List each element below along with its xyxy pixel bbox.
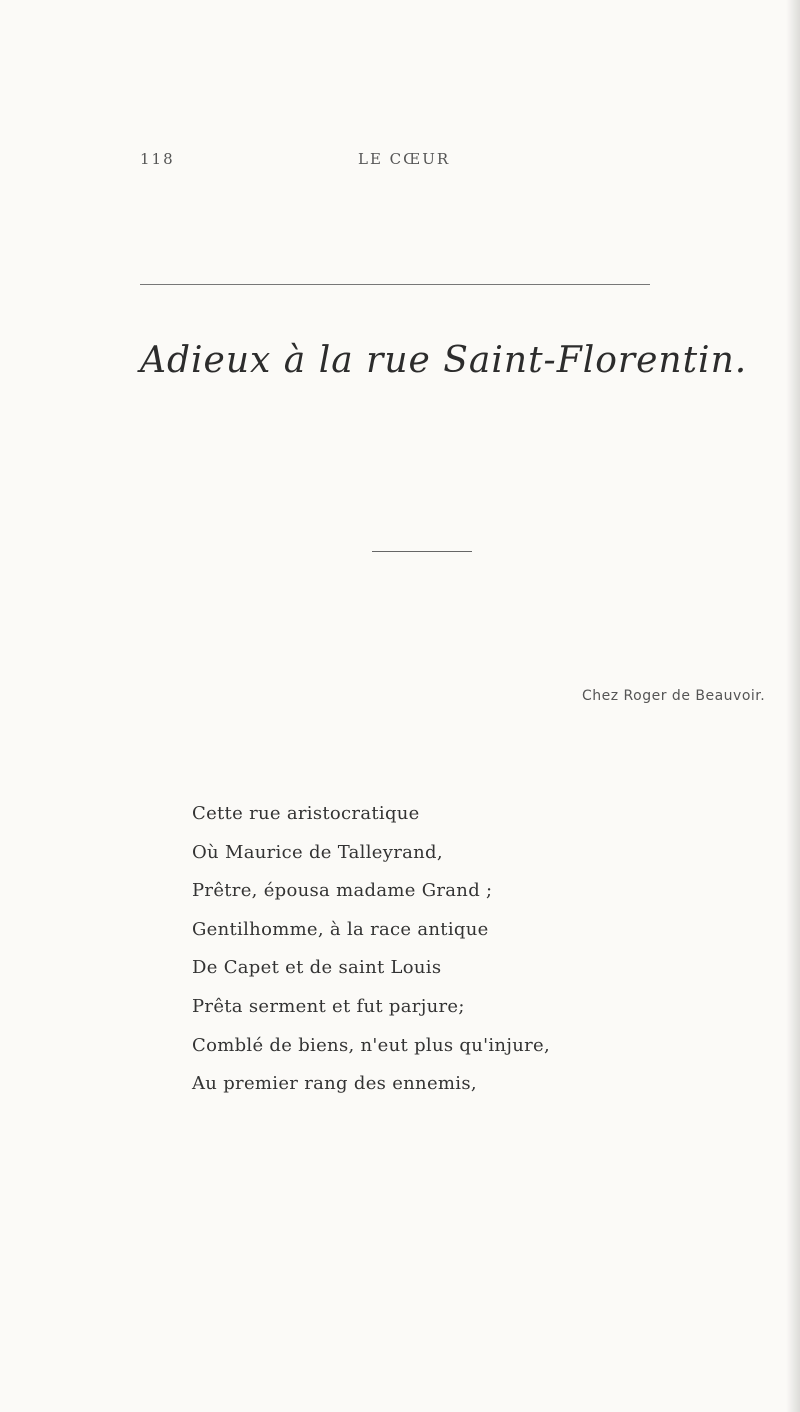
poem <box>192 800 732 1109</box>
poem-line: Gentilhomme, à la race antique <box>192 918 489 940</box>
title-rule <box>372 551 472 552</box>
chapter-title: Adieux à la rue Saint-Florentin. <box>140 340 748 381</box>
running-head <box>140 150 550 174</box>
poem-line: Où Maurice de Talleyrand, <box>192 841 443 863</box>
poem-line: Au premier rang des ennemis, <box>192 1073 477 1095</box>
page-number: 118 <box>140 150 175 168</box>
epigraph: Chez Roger de Beauvoir. <box>582 688 766 704</box>
poem-line: De Capet et de saint Louis <box>192 957 442 979</box>
poem-line: Prêtre, épousa madame Grand ; <box>192 880 493 902</box>
page-edge-shadow <box>786 0 800 1412</box>
running-title: LE CŒUR <box>358 150 451 168</box>
poem-line: Cette rue aristocratique <box>192 803 420 824</box>
poem-line: Comblé de biens, n'eut plus qu'injure, <box>192 1034 550 1056</box>
poem-line: Prêta serment et fut parjure; <box>192 995 465 1017</box>
header-rule <box>140 284 650 285</box>
